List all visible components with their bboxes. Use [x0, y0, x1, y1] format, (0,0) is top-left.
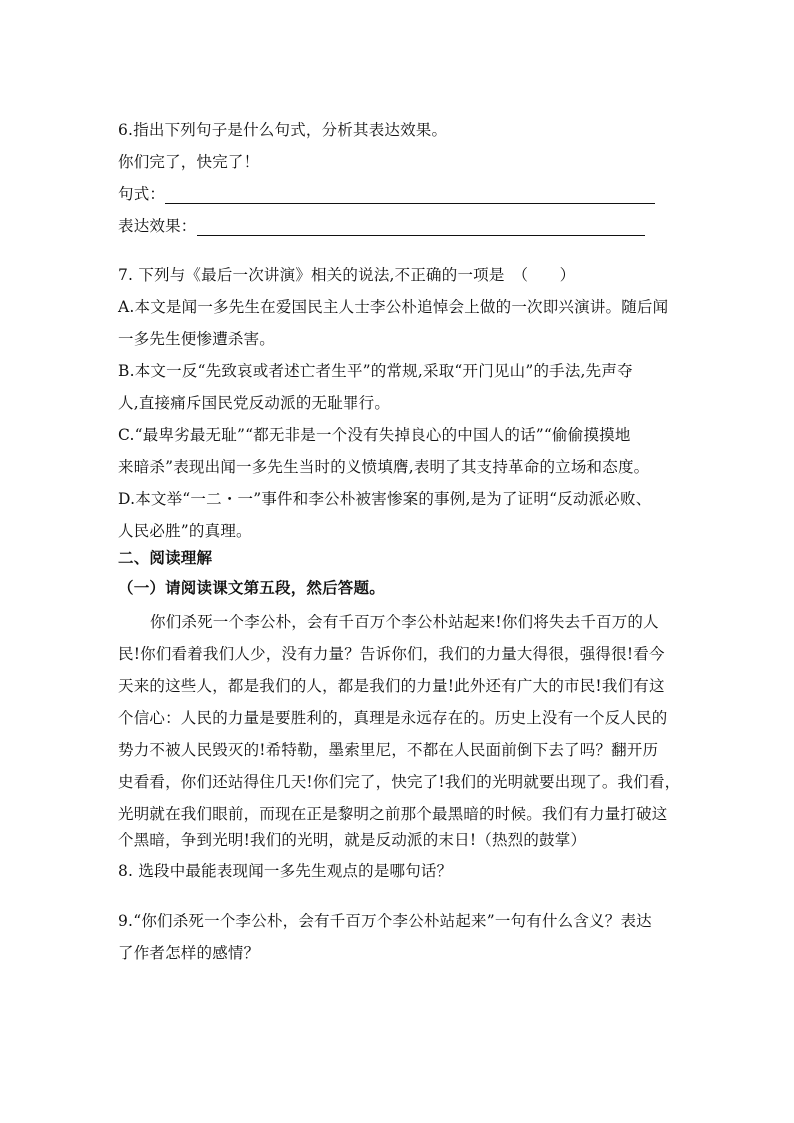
question-6-effect-row — [118, 216, 645, 236]
passage-line-2: 民!你们看着我们人少，没有力量？告诉你们，我们的力量大得很，强得很!看今 — [118, 645, 665, 663]
passage-line-7: 光明就在我们眼前，而现在正是黎明之前那个最黑暗的时候。我们有力量打破这 — [118, 805, 668, 823]
effect-answer-blank[interactable] — [197, 221, 645, 236]
section-subheading: （一）请阅读课文第五段，然后答题。 — [118, 578, 385, 597]
passage-line-4: 个信心：人民的力量是要胜利的，真理是永远存在的。历史上没有一个反人民的 — [118, 709, 668, 727]
option-a-line-2: 一多先生便惨遭杀害。 — [118, 330, 276, 348]
effect-label: 表达效果： — [118, 217, 197, 235]
question-6-prompt: 6.指出下列句子是什么句式，分析其表达效果。 — [118, 121, 448, 139]
form-label: 句式： — [118, 185, 166, 203]
passage-line-8: 个黑暗，争到光明!我们的光明，就是反动派的末日!（热烈的鼓掌） — [118, 831, 587, 849]
question-6-form-row — [118, 184, 655, 204]
form-answer-blank[interactable] — [165, 189, 655, 204]
option-b-line-2: 人,直接痛斥国民党反动派的无耻罪行。 — [118, 394, 391, 412]
question-7-prompt: 7. 下列与《最后一次讲演》相关的说法,不正确的一项是 （ ） — [118, 266, 576, 284]
option-c-line-1: C.“最卑劣最无耻”“都无非是一个没有失掉良心的中国人的话”“偷偷摸摸地 — [118, 426, 631, 444]
option-d-line-1: D.本文举“一二・一”事件和李公朴被害惨案的事例,是为了证明“反动派必败、 — [118, 490, 652, 508]
option-c-line-2: 来暗杀”表现出闻一多先生当时的义愤填膺,表明了其支持革命的立场和态度。 — [118, 458, 650, 476]
passage-line-6: 史看看，你们还站得住几天!你们完了，快完了!我们的光明就要出现了。我们看， — [118, 773, 681, 791]
question-6-sentence: 你们完了，快完了！ — [118, 153, 260, 171]
option-b-line-1: B.本文一反“先致哀或者述亡者生平”的常规,采取“开门见山”的手法,先声夺 — [118, 362, 633, 380]
passage-line-5: 势力不被人民毁灭的!希特勒，墨索里尼，不都在人民面前倒下去了吗？翻开历 — [118, 741, 659, 759]
option-d-line-2: 人民必胜”的真理。 — [118, 522, 252, 540]
question-9-line-1: 9.“你们杀死一个李公朴，会有千百万个李公朴站起来”一句有什么含义？表达 — [118, 912, 652, 930]
passage-line-1: 你们杀死一个李公朴，会有千百万个李公朴站起来!你们将失去千百万的人 — [150, 613, 659, 631]
question-9-line-2: 了作者怎样的感情？ — [118, 944, 260, 962]
section-heading: 二、阅读理解 — [118, 548, 213, 567]
passage-line-3: 天来的这些人，都是我们的人，都是我们的力量!此外还有广大的市民!我们有这 — [118, 677, 665, 695]
question-8-prompt: 8. 选段中最能表现闻一多先生观点的是哪句话？ — [118, 862, 453, 880]
option-a-line-1: A.本文是闻一多先生在爱国民主人士李公朴追悼会上做的一次即兴演讲。随后闻 — [118, 298, 669, 316]
